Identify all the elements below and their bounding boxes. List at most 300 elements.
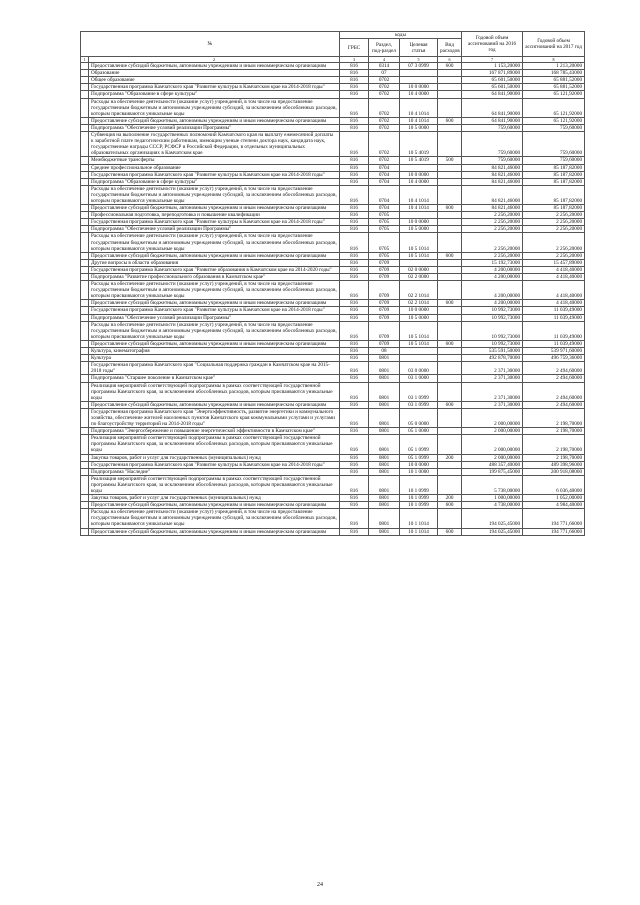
row-index-cell [81, 171, 89, 178]
row-amount-2016-cell: 10 992,73000 [462, 314, 523, 321]
row-name-cell: Общее образование [89, 77, 340, 84]
row-target-article-cell: 10 1 0999 [400, 502, 438, 509]
row-index-cell [81, 226, 89, 233]
row-name-cell: Подпрограмма "Старшее поколение в Камчатском крае" [89, 375, 340, 382]
row-razdel-cell: 0705 [369, 226, 400, 233]
row-name-cell: Подпрограмма "Образование в сфере культуры" [89, 91, 340, 98]
row-index-cell [81, 157, 89, 164]
row-target-article-cell: 10 1 0999 [400, 475, 438, 494]
table-row [81, 475, 585, 494]
row-name-cell: Предоставление субсидий бюджетным, автономным учреждениям и иным некоммерческим организациям [89, 117, 340, 124]
table-row [81, 509, 585, 528]
row-amount-2016-cell: 84 821,46000 [462, 185, 523, 204]
row-amount-2017-cell: 2 494,60000 [523, 382, 585, 401]
row-name-cell: Государственная программа Камчатского края "Социальная поддержка граждан в Камчатском крае на 2015-2018 годы" [89, 362, 340, 375]
header-number: № [81, 32, 340, 57]
row-expense-type-cell: 600 [438, 502, 462, 509]
row-grbs-cell: 816 [340, 63, 369, 70]
header-year-2017: Годовой объем ассигнований на 2017 год [523, 32, 585, 57]
row-target-article-cell [400, 212, 438, 219]
row-expense-type-cell [438, 266, 462, 273]
row-index-cell [81, 307, 89, 314]
table-row [81, 77, 585, 84]
row-expense-type-cell [438, 468, 462, 475]
row-amount-2017-cell: 2 256,20000 [523, 226, 585, 233]
row-amount-2017-cell: 2 198,70000 [523, 454, 585, 461]
row-target-article-cell: 10 4 1014 [400, 98, 438, 117]
row-grbs-cell: 816 [340, 348, 369, 355]
row-grbs-cell: 816 [340, 185, 369, 204]
row-expense-type-cell [438, 314, 462, 321]
row-target-article-cell: 10 5 0000 [400, 124, 438, 131]
row-amount-2017-cell: 2 494,60000 [523, 375, 585, 382]
row-target-article-cell: 10 4 0000 [400, 91, 438, 98]
row-grbs-cell: 816 [340, 259, 369, 266]
row-target-article-cell: 05 1 0999 [400, 454, 438, 461]
column-number-cell: 7 [462, 57, 523, 63]
row-grbs-cell: 816 [340, 91, 369, 98]
row-index-cell [81, 205, 89, 212]
row-amount-2016-cell: 4 738,00000 [462, 502, 523, 509]
row-expense-type-cell: 600 [438, 205, 462, 212]
row-amount-2016-cell: 2 000,00000 [462, 428, 523, 435]
row-amount-2017-cell: 4 418,40000 [523, 281, 585, 300]
row-name-cell: Культура, кинематография [89, 348, 340, 355]
row-grbs-cell: 816 [340, 124, 369, 131]
row-razdel-cell: 0709 [369, 300, 400, 307]
row-amount-2017-cell: 85 187,82000 [523, 171, 585, 178]
row-index-cell [81, 77, 89, 84]
row-target-article-cell: 10 5 0000 [400, 226, 438, 233]
row-expense-type-cell: 600 [438, 252, 462, 259]
row-grbs-cell: 816 [340, 475, 369, 494]
row-razdel-cell: 0702 [369, 91, 400, 98]
row-amount-2016-cell: 1 000,00000 [462, 495, 523, 502]
row-amount-2016-cell: 84 821,46000 [462, 164, 523, 171]
row-amount-2017-cell: 4 418,40000 [523, 266, 585, 273]
table-row [81, 205, 585, 212]
row-razdel-cell: 0704 [369, 205, 400, 212]
column-number-cell: 5 [400, 57, 438, 63]
row-razdel-cell: 0705 [369, 252, 400, 259]
row-name-cell: Предоставление субсидий бюджетным, автономным учреждениям и иным некоммерческим организациям [89, 502, 340, 509]
row-name-cell: Расходы на обеспечение деятельности (оказание услуг) учреждений, в том числе на предоставление государственным бюджетным и автономным учреждениям субсидий, за исключением обособленных расходов, которым присваиваются уникальные коды [89, 281, 340, 300]
row-expense-type-cell [438, 212, 462, 219]
row-name-cell: Другие вопросы в области образования [89, 259, 340, 266]
row-razdel-cell: 0801 [369, 401, 400, 408]
row-amount-2017-cell: 4 418,40000 [523, 274, 585, 281]
table-row [81, 274, 585, 281]
row-name-cell: Закупка товаров, работ и услуг для государственных (муниципальных) нужд [89, 495, 340, 502]
row-expense-type-cell [438, 124, 462, 131]
row-amount-2017-cell: 11 039,49000 [523, 307, 585, 314]
row-name-cell: Государственная программа Камчатского края "Развитие культуры в Камчатском крае на 2014-2018 годы" [89, 219, 340, 226]
row-amount-2017-cell: 2 256,20000 [523, 219, 585, 226]
row-name-cell: Подпрограмма "Обеспечение условий реализации Программы" [89, 314, 340, 321]
row-amount-2017-cell: 11 039,49000 [523, 314, 585, 321]
row-name-cell: Предоставление субсидий бюджетным, автономным учреждениям и иным некоммерческим организациям [89, 205, 340, 212]
row-grbs-cell: 816 [340, 509, 369, 528]
budget-table [80, 31, 585, 536]
table-row [81, 300, 585, 307]
row-grbs-cell: 816 [340, 362, 369, 375]
row-grbs-cell: 816 [340, 355, 369, 362]
row-expense-type-cell [438, 164, 462, 171]
row-name-cell: Культура [89, 355, 340, 362]
row-name-cell: Образование [89, 70, 340, 77]
row-grbs-cell: 816 [340, 98, 369, 117]
row-target-article-cell: 02 2 1014 [400, 300, 438, 307]
table-row [81, 307, 585, 314]
row-grbs-cell: 816 [340, 70, 369, 77]
row-amount-2016-cell: 759,60000 [462, 132, 523, 157]
row-index-cell [81, 266, 89, 273]
header-expense-type: Вид расходов [438, 39, 462, 57]
header-codes: коды [340, 32, 462, 39]
row-grbs-cell: 816 [340, 401, 369, 408]
row-index-cell [81, 502, 89, 509]
row-grbs-cell: 816 [340, 164, 369, 171]
row-index-cell [81, 340, 89, 347]
column-number-cell: 3 [340, 57, 369, 63]
row-razdel-cell: 0801 [369, 435, 400, 454]
row-index-cell [81, 528, 89, 535]
row-expense-type-cell: 200 [438, 454, 462, 461]
row-index-cell [81, 495, 89, 502]
row-grbs-cell: 816 [340, 502, 369, 509]
row-expense-type-cell: 600 [438, 300, 462, 307]
row-amount-2017-cell: 85 187,82000 [523, 178, 585, 185]
row-target-article-cell: 10 5 1014 [400, 252, 438, 259]
row-expense-type-cell: 600 [438, 63, 462, 70]
row-amount-2016-cell: 84 821,46000 [462, 205, 523, 212]
row-name-cell: Предоставление субсидий бюджетным, автономным учреждениям и иным некоммерческим организациям [89, 252, 340, 259]
table-row [81, 435, 585, 454]
row-grbs-cell: 816 [340, 252, 369, 259]
row-target-article-cell: 05 1 0000 [400, 428, 438, 435]
row-target-article-cell: 02 2 0000 [400, 274, 438, 281]
row-razdel-cell: 0801 [369, 362, 400, 375]
row-grbs-cell: 816 [340, 266, 369, 273]
row-index-cell [81, 461, 89, 468]
row-name-cell: Государственная программа Камчатского края "Развитие образования в Камчатском крае на 2014-2020 годы" [89, 266, 340, 273]
row-amount-2016-cell: 199 875,45000 [462, 468, 523, 475]
row-name-cell: Реализация мероприятий соответствующей подпрограммы в рамках соответствующей государственной программы Камчатского края, за исключением обособленных расходов, которым присваиваются уникальные коды [89, 382, 340, 401]
row-index-cell [81, 91, 89, 98]
row-amount-2017-cell: 1 052,00000 [523, 495, 585, 502]
row-razdel-cell: 0801 [369, 509, 400, 528]
row-expense-type-cell [438, 382, 462, 401]
row-name-cell: Закупка товаров, работ и услуг для государственных (муниципальных) нужд [89, 454, 340, 461]
row-index-cell [81, 408, 89, 427]
table-row [81, 185, 585, 204]
row-amount-2017-cell: 2 256,20000 [523, 233, 585, 252]
table-row [81, 340, 585, 347]
row-name-cell: Профессиональная подготовка, переподготовка и повышение квалификации [89, 212, 340, 219]
row-razdel-cell: 0801 [369, 428, 400, 435]
row-amount-2016-cell: 2 000,00000 [462, 408, 523, 427]
table-body [81, 63, 585, 536]
row-expense-type-cell [438, 171, 462, 178]
row-amount-2016-cell: 10 992,73000 [462, 340, 523, 347]
row-razdel-cell: 0702 [369, 132, 400, 157]
row-index-cell [81, 274, 89, 281]
row-name-cell: Подпрограмма "Обеспечение условий реализации Программы" [89, 226, 340, 233]
row-target-article-cell [400, 164, 438, 171]
row-target-article-cell: 07 3 0999 [400, 63, 438, 70]
row-index-cell [81, 300, 89, 307]
row-index-cell [81, 382, 89, 401]
row-amount-2017-cell: 4 984,40000 [523, 502, 585, 509]
table-row [81, 281, 585, 300]
row-amount-2016-cell: 2 371,30000 [462, 401, 523, 408]
row-index-cell [81, 475, 89, 494]
table-row [81, 314, 585, 321]
row-razdel-cell: 0709 [369, 307, 400, 314]
row-amount-2016-cell: 488 357,40000 [462, 461, 523, 468]
row-target-article-cell [400, 259, 438, 266]
row-grbs-cell: 816 [340, 528, 369, 535]
row-grbs-cell: 816 [340, 117, 369, 124]
row-amount-2016-cell: 2 256,20000 [462, 233, 523, 252]
row-amount-2017-cell: 1 213,20000 [523, 63, 585, 70]
row-amount-2017-cell: 759,60000 [523, 124, 585, 131]
header-grbs: ГРБС [340, 39, 369, 57]
row-expense-type-cell [438, 226, 462, 233]
row-amount-2017-cell: 4 418,40000 [523, 300, 585, 307]
row-razdel-cell: 0705 [369, 212, 400, 219]
row-name-cell: Реализация мероприятий соответствующей подпрограммы в рамках соответствующей государственной программы Камчатского края, за исключением обособленных расходов, которым присваиваются уникальные коды [89, 435, 340, 454]
row-grbs-cell: 816 [340, 382, 369, 401]
row-grbs-cell: 816 [340, 307, 369, 314]
table-row [81, 528, 585, 535]
row-index-cell [81, 164, 89, 171]
row-razdel-cell: 0702 [369, 157, 400, 164]
row-amount-2016-cell: 5 738,00000 [462, 475, 523, 494]
table-row [81, 157, 585, 164]
row-razdel-cell: 0702 [369, 117, 400, 124]
row-amount-2016-cell: 194 025,45000 [462, 528, 523, 535]
row-target-article-cell: 10 0 0000 [400, 307, 438, 314]
row-amount-2017-cell: 85 187,82000 [523, 185, 585, 204]
row-razdel-cell: 0801 [369, 475, 400, 494]
row-index-cell [81, 362, 89, 375]
row-razdel-cell: 0709 [369, 274, 400, 281]
row-index-cell [81, 84, 89, 91]
row-name-cell: Расходы на обеспечение деятельности (оказание услуг) учреждений, в том числе на предоставление государственным бюджетным и автономным учреждениям субсидий, за исключением обособленных расходов, которым присваиваются уникальные коды [89, 509, 340, 528]
row-expense-type-cell [438, 98, 462, 117]
row-name-cell: Подпрограмма "Развитие профессионального образования в Камчатском крае" [89, 274, 340, 281]
row-grbs-cell: 816 [340, 428, 369, 435]
row-name-cell: Межбюджетные трансферты [89, 157, 340, 164]
row-amount-2017-cell: 200 918,08000 [523, 468, 585, 475]
row-amount-2016-cell: 10 992,73000 [462, 321, 523, 340]
row-amount-2016-cell: 4 200,00000 [462, 300, 523, 307]
row-name-cell: Государственная программа Камчатского края "Развитие культуры в Камчатском крае на 2014-2018 годы" [89, 307, 340, 314]
row-target-article-cell: 10 5 1014 [400, 321, 438, 340]
row-amount-2017-cell: 2 198,70000 [523, 435, 585, 454]
row-amount-2017-cell: 194 771,66000 [523, 509, 585, 528]
row-index-cell [81, 98, 89, 117]
row-amount-2016-cell: 2 256,20000 [462, 212, 523, 219]
row-name-cell: Расходы на обеспечение деятельности (оказание услуг) учреждений, в том числе на предоставление государственным бюджетным и автономным учреждениям субсидий, за исключением обособленных расходов, которым присваиваются уникальные коды [89, 233, 340, 252]
table-row [81, 495, 585, 502]
row-razdel-cell: 0705 [369, 219, 400, 226]
table-row [81, 132, 585, 157]
row-amount-2016-cell: 2 000,00000 [462, 435, 523, 454]
row-grbs-cell: 816 [340, 205, 369, 212]
row-target-article-cell: 10 4 1014 [400, 205, 438, 212]
row-amount-2016-cell: 2 371,30000 [462, 362, 523, 375]
row-target-article-cell [400, 77, 438, 84]
row-index-cell [81, 212, 89, 219]
row-expense-type-cell: 600 [438, 401, 462, 408]
row-amount-2017-cell: 85 187,82000 [523, 164, 585, 171]
row-target-article-cell: 05 1 0999 [400, 435, 438, 454]
row-index-cell [81, 117, 89, 124]
row-index-cell [81, 185, 89, 204]
row-target-article-cell: 03 0 0000 [400, 362, 438, 375]
row-expense-type-cell: 600 [438, 117, 462, 124]
row-amount-2017-cell: 194 771,66000 [523, 528, 585, 535]
row-grbs-cell: 816 [340, 77, 369, 84]
row-razdel-cell: 0801 [369, 461, 400, 468]
row-grbs-cell: 816 [340, 321, 369, 340]
row-grbs-cell: 816 [340, 219, 369, 226]
table-row [81, 355, 585, 362]
row-index-cell [81, 63, 89, 70]
row-name-cell: Предоставление субсидий бюджетным, автономным учреждениям и иным некоммерческим организациям [89, 340, 340, 347]
table-row [81, 219, 585, 226]
row-target-article-cell [400, 70, 438, 77]
row-amount-2017-cell: 759,60000 [523, 132, 585, 157]
row-index-cell [81, 454, 89, 461]
row-name-cell: Подпрограмма "Обеспечение условий реализации Программы" [89, 124, 340, 131]
row-razdel-cell: 0709 [369, 314, 400, 321]
row-grbs-cell: 816 [340, 435, 369, 454]
table-row [81, 70, 585, 77]
row-amount-2016-cell: 84 821,46000 [462, 171, 523, 178]
row-grbs-cell: 816 [340, 375, 369, 382]
row-amount-2016-cell: 492 878,70000 [462, 355, 523, 362]
row-grbs-cell: 816 [340, 454, 369, 461]
row-target-article-cell: 02 0 0000 [400, 266, 438, 273]
row-target-article-cell: 10 5 4019 [400, 157, 438, 164]
column-number-cell: 2 [89, 57, 340, 63]
row-target-article-cell: 03 1 0999 [400, 401, 438, 408]
row-grbs-cell: 816 [340, 132, 369, 157]
row-amount-2017-cell: 85 187,82000 [523, 205, 585, 212]
row-amount-2016-cell: 759,60000 [462, 157, 523, 164]
header-razdel: Раздел, под-раздел [369, 39, 400, 57]
row-target-article-cell: 10 5 1014 [400, 340, 438, 347]
row-index-cell [81, 314, 89, 321]
row-expense-type-cell [438, 91, 462, 98]
row-amount-2017-cell: 496 759,36000 [523, 355, 585, 362]
row-target-article-cell: 10 4 0000 [400, 178, 438, 185]
row-index-cell [81, 70, 89, 77]
row-index-cell [81, 178, 89, 185]
column-number-cell: 1 [81, 57, 89, 63]
table-header [81, 32, 585, 63]
row-name-cell: Расходы на обеспечение деятельности (оказание услуг) учреждений, в том числе на предоставление государственным бюджетным и автономным учреждениям субсидий, за исключением обособленных расходов, которым присваиваются уникальные коды [89, 321, 340, 340]
row-razdel-cell: 0801 [369, 454, 400, 461]
row-razdel-cell: 0801 [369, 495, 400, 502]
row-grbs-cell: 816 [340, 281, 369, 300]
table-row [81, 468, 585, 475]
row-amount-2016-cell: 1 153,20000 [462, 63, 523, 70]
row-amount-2016-cell: 4 200,00000 [462, 274, 523, 281]
row-index-cell [81, 375, 89, 382]
row-razdel-cell: 08 [369, 348, 400, 355]
row-name-cell: Предоставление субсидий бюджетным, автономным учреждениям и иным некоммерческим организациям [89, 401, 340, 408]
table-row [81, 178, 585, 185]
row-razdel-cell: 0702 [369, 84, 400, 91]
row-grbs-cell: 816 [340, 157, 369, 164]
row-expense-type-cell [438, 475, 462, 494]
row-index-cell [81, 281, 89, 300]
row-name-cell: Подпрограмма "Образование в сфере культуры" [89, 178, 340, 185]
table-row [81, 382, 585, 401]
column-number-cell: 4 [369, 57, 400, 63]
table-row [81, 63, 585, 70]
row-expense-type-cell [438, 84, 462, 91]
row-grbs-cell: 816 [340, 495, 369, 502]
row-expense-type-cell [438, 435, 462, 454]
row-grbs-cell: 816 [340, 314, 369, 321]
table-row [81, 321, 585, 340]
table-row [81, 98, 585, 117]
row-grbs-cell: 816 [340, 226, 369, 233]
row-amount-2016-cell: 84 821,46000 [462, 178, 523, 185]
row-razdel-cell: 0709 [369, 281, 400, 300]
row-amount-2017-cell: 2 494,60000 [523, 401, 585, 408]
table-row [81, 428, 585, 435]
row-name-cell: Реализация мероприятий соответствующей подпрограммы в рамках соответствующей государственной программы Камчатского края, за исключением обособленных расходов, которым присваиваются уникальные коды [89, 475, 340, 494]
row-index-cell [81, 509, 89, 528]
row-razdel-cell: 0709 [369, 321, 400, 340]
row-amount-2017-cell: 2 256,20000 [523, 212, 585, 219]
row-razdel-cell: 0704 [369, 178, 400, 185]
row-grbs-cell: 816 [340, 84, 369, 91]
row-target-article-cell: 10 0 0000 [400, 171, 438, 178]
table-row [81, 226, 585, 233]
row-expense-type-cell [438, 259, 462, 266]
row-amount-2017-cell: 489 398,96000 [523, 461, 585, 468]
row-amount-2016-cell: 4 200,00000 [462, 281, 523, 300]
row-amount-2017-cell: 2 256,20000 [523, 252, 585, 259]
row-razdel-cell: 0314 [369, 63, 400, 70]
row-amount-2016-cell: 65 601,50000 [462, 84, 523, 91]
table-row [81, 362, 585, 375]
row-expense-type-cell [438, 509, 462, 528]
row-name-cell: Расходы на обеспечение деятельности (оказание услуг) учреждений, в том числе на предоставление государственным бюджетным и автономным учреждениям субсидий, за исключением обособленных расходов, которым присваиваются уникальные коды [89, 98, 340, 117]
row-expense-type-cell [438, 178, 462, 185]
page-number: 24 [317, 882, 323, 888]
row-razdel-cell: 0801 [369, 355, 400, 362]
row-amount-2016-cell: 2 256,20000 [462, 226, 523, 233]
row-razdel-cell: 0801 [369, 375, 400, 382]
row-expense-type-cell: 600 [438, 528, 462, 535]
row-index-cell [81, 428, 89, 435]
row-expense-type-cell [438, 348, 462, 355]
row-razdel-cell: 0801 [369, 468, 400, 475]
row-razdel-cell: 0709 [369, 266, 400, 273]
table-row [81, 408, 585, 427]
row-index-cell [81, 401, 89, 408]
table-row [81, 266, 585, 273]
row-amount-2016-cell: 2 256,20000 [462, 252, 523, 259]
